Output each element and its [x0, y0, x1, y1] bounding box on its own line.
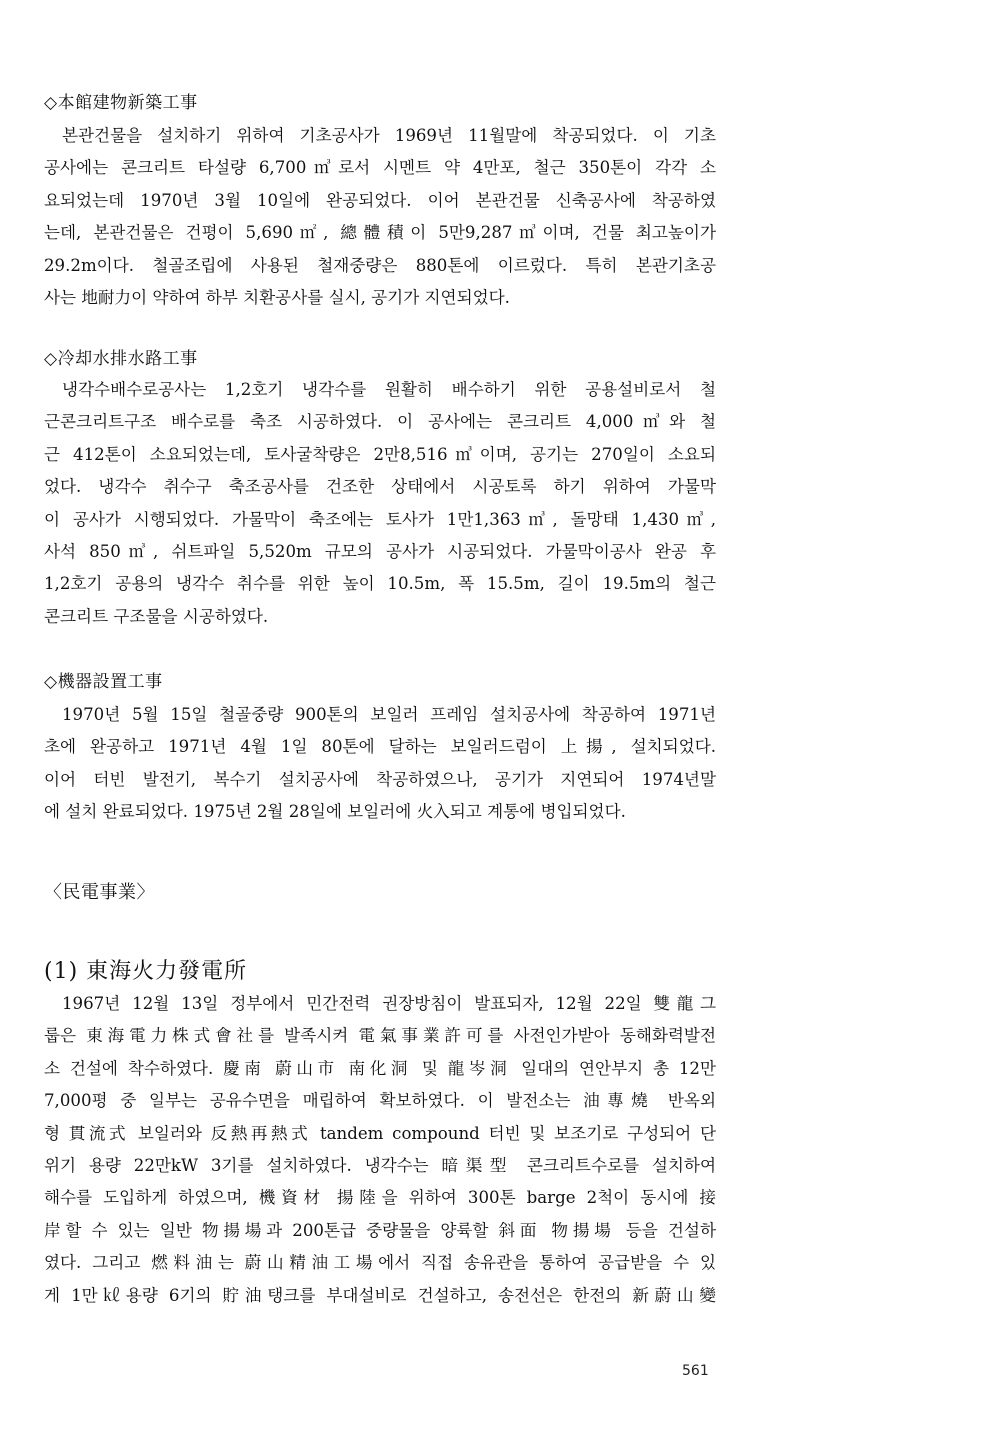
text-line: 에 설치 완료되었다. 1975년 2월 28일에 보일러에 火入되고 계통에 병입되었다.	[44, 802, 626, 822]
text-line: 근콘크리트구조 배수로를 축조 시공하였다. 이 공사에는 콘크리트 4,000㎥와 철	[44, 412, 716, 432]
text-line: 룹은 東海電力株式會社를 발족시켜 電氣事業許可를 사전인가받아 동해화력발전	[44, 1026, 716, 1046]
section-heading-equipment: ◇機器設置工事	[44, 672, 163, 692]
text-line: 사석 850㎥, 쉬트파일 5,520m 규모의 공사가 시공되었다. 가물막이공사 완공 후	[44, 541, 716, 561]
text-line: 해수를 도입하게 하였으며, 機資材 揚陸을 위하여 300톤 barge 2척이 동시에 接	[44, 1188, 716, 1208]
text-line: 근 412톤이 소요되었는데, 토사굴착량은 2만8,516㎥이며, 공기는 270일이 소요되	[44, 444, 716, 464]
text-line: 었다. 냉각수 취수구 축조공사를 건조한 상태에서 시공토록 하기 위하여 가물막	[44, 477, 716, 497]
text-line: 요되었는데 1970년 3월 10일에 완공되었다. 이어 본관건물 신축공사에 착공하였	[44, 190, 716, 210]
text-line: 29.2m이다. 철골조립에 사용된 철재중량은 880톤에 이르렀다. 특히 본관기초공	[44, 255, 716, 275]
text-line: 위기 용량 22만kW 3기를 설치하였다. 냉각수는 暗渠型 콘크리트수로를 설치하여	[44, 1155, 716, 1175]
text-line: 초에 완공하고 1971년 4월 1일 80톤에 달하는 보일러드럼이 上揚, 설치되었다.	[44, 737, 716, 757]
text-line: 7,000평 중 일부는 공유수면을 매립하여 확보하였다. 이 발전소는 油專燒 반옥외	[44, 1091, 716, 1111]
category-heading: 〈民電事業〉	[44, 882, 155, 903]
text-line: 1970년 5월 15일 철골중량 900톤의 보일러 프레임 설치공사에 착공하여 1971년	[62, 705, 716, 724]
text-line: 게 1만㎘용량 6기의 貯油탱크를 부대설비로 건설하고, 송전선은 한전의 新蔚山變	[44, 1285, 716, 1305]
paragraph-donghae	[44, 988, 716, 1312]
text-line: 岸할 수 있는 일반 物揚場과 200톤급 중량물을 양륙할 斜面 物揚場 등을 건설하	[44, 1220, 716, 1240]
text-line: 는데, 본관건물은 건평이 5,690㎡, 總體積이 5만9,287㎥이며, 건물 최고높이가	[44, 223, 716, 243]
paragraph-equipment	[44, 699, 716, 829]
text-line: 사는 地耐力이 약하여 하부 치환공사를 실시, 공기가 지연되었다.	[44, 287, 510, 307]
text-line: 였다. 그리고 燃料油는 蔚山精油工場에서 직접 송유관을 통하여 공급받을 수 있	[44, 1253, 716, 1273]
section-heading-main-building: ◇本館建物新築工事	[44, 93, 198, 113]
text-line: 이 공사가 시행되었다. 가물막이 축조에는 토사가 1만1,363㎥, 돌망태 1,430㎥,	[44, 509, 716, 529]
text-line: 콘크리트 구조물을 시공하였다.	[44, 606, 269, 626]
paragraph-cooling-water	[44, 374, 716, 633]
text-line: 이어 터빈 발전기, 복수기 설치공사에 착공하였으나, 공기가 지연되어 1974년말	[44, 769, 716, 789]
text-line: 1,2호기 공용의 냉각수 취수를 위한 높이 10.5m, 폭 15.5m, 길이 19.5m의 철근	[44, 574, 716, 594]
section-heading-cooling-water: ◇冷却水排水路工事	[44, 349, 198, 369]
subsection-heading: (1) 東海火力發電所	[44, 959, 248, 984]
text-line: 공사에는 콘크리트 타설량 6,700㎥로서 시멘트 약 4만포, 철근 350톤이 각각 소	[44, 158, 716, 178]
text-line: 냉각수배수로공사는 1,2호기 냉각수를 원활히 배수하기 위한 공용설비로서 철	[62, 380, 716, 399]
text-line: 소 건설에 착수하였다. 慶南 蔚山市 南化洞 및 龍岑洞 일대의 연안부지 총 12만	[44, 1058, 716, 1078]
page-number: 561	[682, 1363, 709, 1379]
text-line: 본관건물을 설치하기 위하여 기초공사가 1969년 11월말에 착공되었다. 이 기초	[62, 126, 716, 145]
paragraph-main-building	[44, 120, 716, 314]
text-line: 1967년 12월 13일 정부에서 민간전력 권장방침이 발표되자, 12월 22일 雙龍그	[62, 994, 716, 1013]
text-line: 형 貫流式 보일러와 反熱再熱式 tandem compound 터빈 및 보조기로 구성되어 단	[44, 1123, 716, 1143]
